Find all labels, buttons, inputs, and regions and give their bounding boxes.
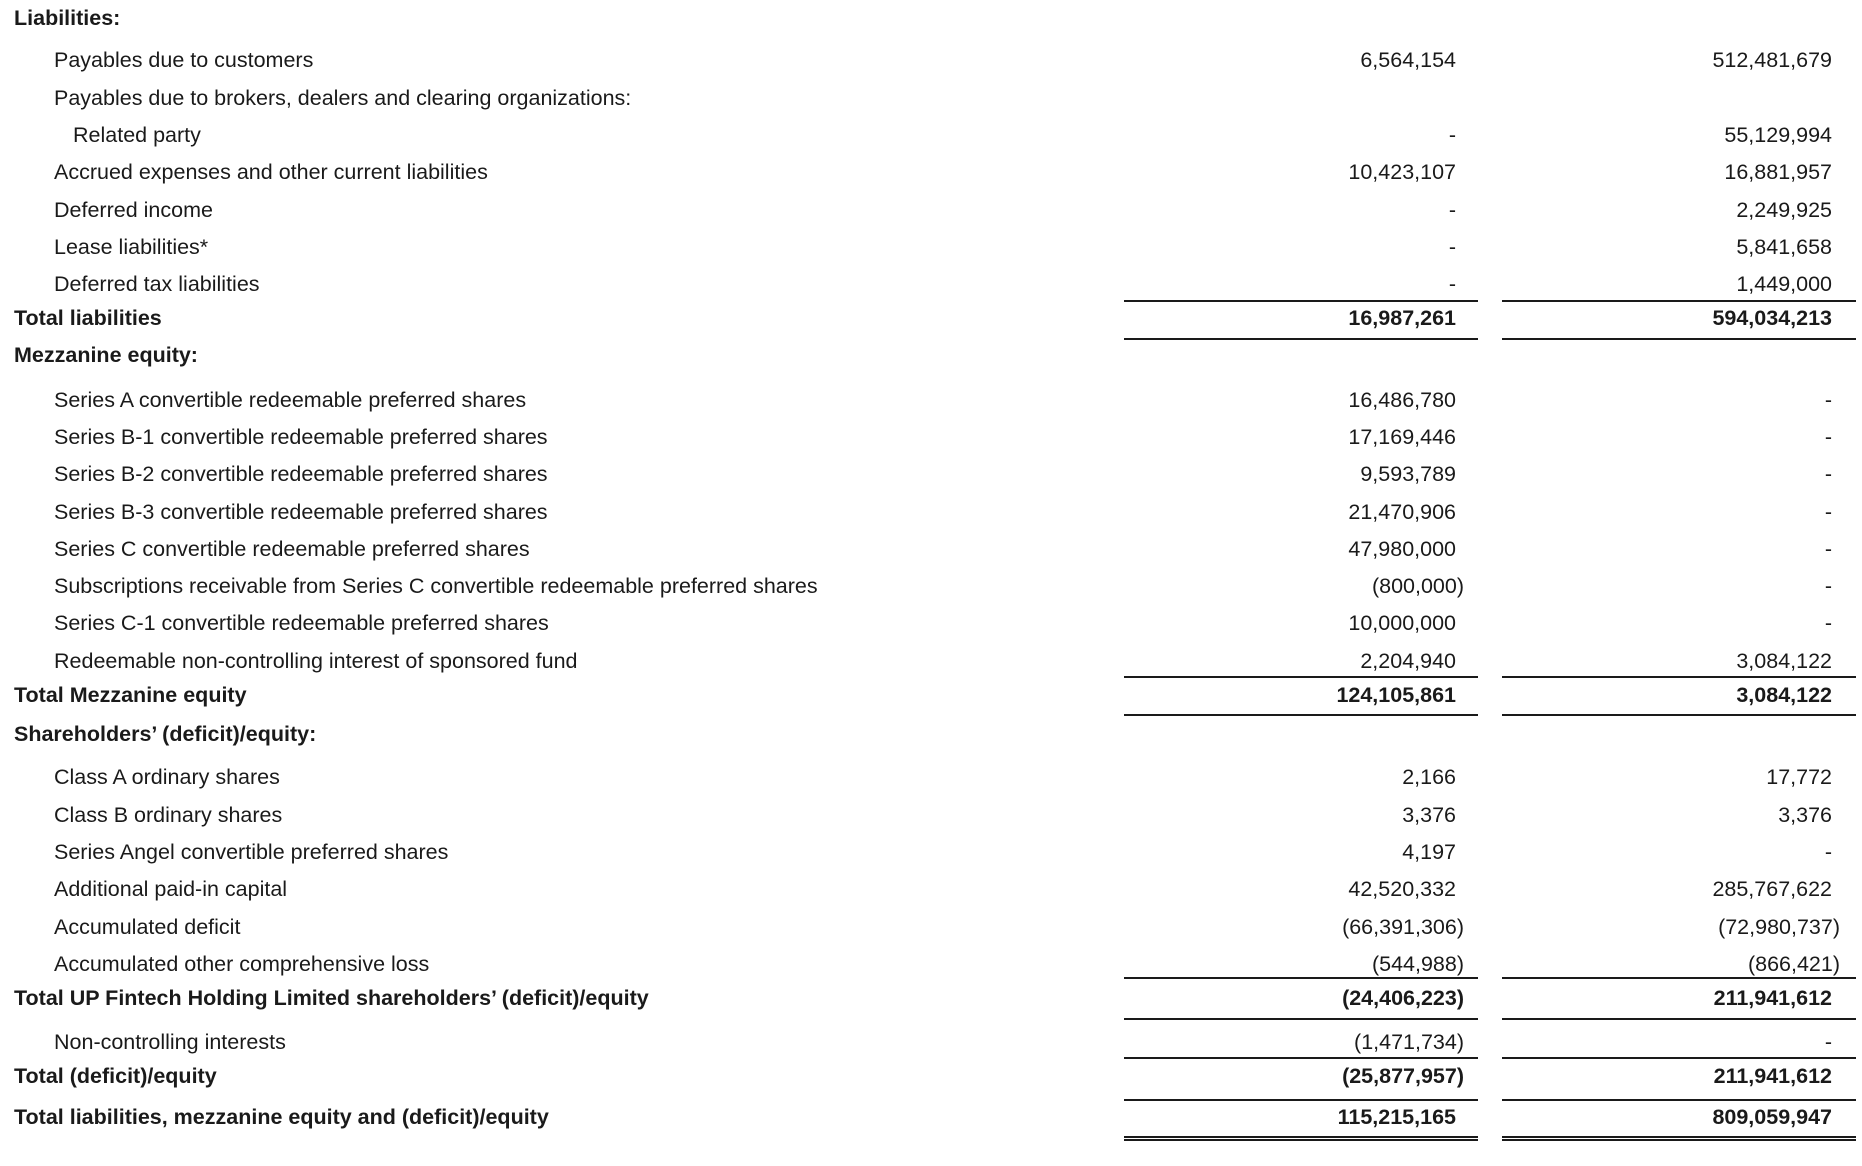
total-label: Total UP Fintech Holding Limited shareholders’ (deficit)/equity (14, 986, 649, 1010)
line-item-label: Lease liabilities* (54, 235, 209, 259)
section-heading: Shareholders’ (deficit)/equity: (14, 722, 317, 746)
line-item-row (0, 1026, 1862, 1058)
value-column-2: - (1824, 537, 1832, 561)
value-column-1: 9,593,789 (1360, 462, 1456, 486)
value-column-2: 55,129,994 (1724, 123, 1832, 147)
value-column-2: - (1824, 388, 1832, 412)
total-label: Total (deficit)/equity (14, 1064, 217, 1088)
total-rule (1502, 1099, 1856, 1101)
value-column-2: 211,941,612 (1713, 1064, 1832, 1088)
line-item-row (0, 82, 1862, 114)
value-column-1: - (1448, 235, 1456, 259)
total-rule (1124, 300, 1478, 302)
line-item-label: Class B ordinary shares (54, 803, 283, 827)
line-item-label: Payables due to customers (54, 48, 314, 72)
line-item-row (0, 570, 1862, 602)
total-row (0, 302, 1862, 334)
value-column-1: 2,166 (1402, 765, 1456, 789)
line-item-row (0, 911, 1862, 943)
value-column-2: 5,841,658 (1736, 235, 1832, 259)
line-item-label: Series A convertible redeemable preferred shares (54, 388, 527, 412)
double-underline-rule (1502, 1136, 1856, 1141)
line-item-label: Class A ordinary shares (54, 765, 280, 789)
total-rule (1502, 338, 1856, 340)
total-label: Total liabilities (14, 306, 162, 330)
total-rule (1502, 676, 1856, 678)
line-item-label: Series B-2 convertible redeemable preferred shares (54, 462, 548, 486)
line-item-row (0, 645, 1862, 677)
line-item-row (0, 44, 1862, 76)
total-rule (1124, 977, 1478, 979)
line-item-row (0, 948, 1862, 980)
line-item-label: Series B-1 convertible redeemable preferred shares (54, 425, 548, 449)
value-column-2: - (1824, 1030, 1832, 1054)
total-rule (1502, 300, 1856, 302)
value-column-1: 124,105,861 (1336, 683, 1456, 707)
line-item-label: Related party (73, 123, 201, 147)
section-heading: Liabilities: (14, 6, 121, 30)
value-column-1: 47,980,000 (1348, 537, 1456, 561)
value-column-2: 17,772 (1766, 765, 1832, 789)
total-rule (1124, 1099, 1478, 1101)
value-column-2: - (1824, 840, 1832, 864)
value-column-1: 10,000,000 (1348, 611, 1456, 635)
value-column-2: 3,084,122 (1736, 649, 1832, 673)
total-rule (1502, 714, 1856, 716)
value-column-1: 17,169,446 (1348, 425, 1456, 449)
value-column-1: 21,470,906 (1348, 500, 1456, 524)
total-row (0, 1060, 1862, 1092)
value-column-2: - (1824, 462, 1832, 486)
line-item-row (0, 761, 1862, 793)
section-heading: Mezzanine equity: (14, 343, 198, 367)
value-column-2: 1,449,000 (1736, 272, 1832, 296)
total-row (0, 1101, 1862, 1133)
total-label: Total liabilities, mezzanine equity and (deficit)/equity (14, 1105, 549, 1129)
value-column-2: 16,881,957 (1724, 160, 1832, 184)
total-rule (1502, 977, 1856, 979)
value-column-1: 3,376 (1402, 803, 1456, 827)
line-item-row (0, 384, 1862, 416)
value-column-2: - (1824, 500, 1832, 524)
value-column-2: 512,481,679 (1712, 48, 1832, 72)
line-item-label: Accumulated deficit (54, 915, 241, 939)
total-row (0, 982, 1862, 1014)
total-rule (1124, 676, 1478, 678)
value-column-2: 809,059,947 (1712, 1105, 1832, 1129)
line-item-row (0, 836, 1862, 868)
line-item-label: Series Angel convertible preferred shares (54, 840, 449, 864)
line-item-row (0, 421, 1862, 453)
line-item-row (0, 607, 1862, 639)
value-column-1: - (1448, 123, 1456, 147)
value-column-1: 115,215,165 (1337, 1105, 1456, 1129)
value-column-1: 4,197 (1402, 840, 1456, 864)
line-item-label: Accumulated other comprehensive loss (54, 952, 430, 976)
value-column-1: (24,406,223) (1342, 986, 1464, 1010)
total-label: Total Mezzanine equity (14, 683, 247, 707)
total-rule (1124, 1018, 1478, 1020)
value-column-1: - (1448, 272, 1456, 296)
value-column-1: (544,988) (1371, 952, 1464, 976)
line-item-row (0, 268, 1862, 300)
section-heading-row (0, 2, 1862, 34)
line-item-row (0, 231, 1862, 263)
value-column-2: 3,376 (1778, 803, 1832, 827)
line-item-label: Deferred income (54, 198, 213, 222)
value-column-1: 6,564,154 (1360, 48, 1456, 72)
value-column-2: - (1824, 574, 1832, 598)
line-item-row (0, 873, 1862, 905)
value-column-2: 594,034,213 (1712, 306, 1832, 330)
value-column-1: 16,486,780 (1348, 388, 1456, 412)
value-column-1: 2,204,940 (1360, 649, 1456, 673)
value-column-2: 2,249,925 (1736, 198, 1832, 222)
total-rule (1502, 1018, 1856, 1020)
value-column-1: 16,987,261 (1348, 306, 1456, 330)
total-rule (1124, 714, 1478, 716)
value-column-1: - (1448, 198, 1456, 222)
line-item-label: Series B-3 convertible redeemable preferred shares (54, 500, 548, 524)
line-item-row (0, 119, 1862, 151)
value-column-1: (1,471,734) (1354, 1030, 1464, 1054)
line-item-label: Redeemable non-controlling interest of sponsored fund (54, 649, 578, 673)
line-item-row (0, 496, 1862, 528)
value-column-2: 211,941,612 (1713, 986, 1832, 1010)
value-column-1: 10,423,107 (1348, 160, 1456, 184)
total-rule (1124, 1057, 1478, 1059)
value-column-1: (800,000) (1371, 574, 1464, 598)
line-item-row (0, 458, 1862, 490)
value-column-2: - (1824, 425, 1832, 449)
total-rule (1124, 338, 1478, 340)
value-column-2: 285,767,622 (1712, 877, 1832, 901)
line-item-label: Subscriptions receivable from Series C convertible redeemable preferred shares (54, 574, 818, 598)
total-row (0, 679, 1862, 711)
line-item-row (0, 194, 1862, 226)
line-item-label: Non-controlling interests (54, 1030, 286, 1054)
value-column-2: (866,421) (1747, 952, 1840, 976)
line-item-row (0, 533, 1862, 565)
value-column-1: (66,391,306) (1342, 915, 1464, 939)
value-column-1: 42,520,332 (1348, 877, 1456, 901)
value-column-2: (72,980,737) (1718, 915, 1840, 939)
total-rule (1502, 1057, 1856, 1059)
double-underline-rule (1124, 1136, 1478, 1141)
line-item-label: Series C convertible redeemable preferred shares (54, 537, 530, 561)
line-item-label: Series C-1 convertible redeemable preferred shares (54, 611, 549, 635)
line-item-label: Additional paid-in capital (54, 877, 288, 901)
section-heading-row (0, 339, 1862, 371)
line-item-label: Deferred tax liabilities (54, 272, 260, 296)
section-heading-row (0, 718, 1862, 750)
value-column-1: (25,877,957) (1342, 1064, 1464, 1088)
line-item-row (0, 156, 1862, 188)
value-column-2: - (1824, 611, 1832, 635)
line-item-label: Payables due to brokers, dealers and clearing organizations: (54, 86, 632, 110)
line-item-row (0, 799, 1862, 831)
value-column-2: 3,084,122 (1736, 683, 1832, 707)
line-item-label: Accrued expenses and other current liabilities (54, 160, 488, 184)
